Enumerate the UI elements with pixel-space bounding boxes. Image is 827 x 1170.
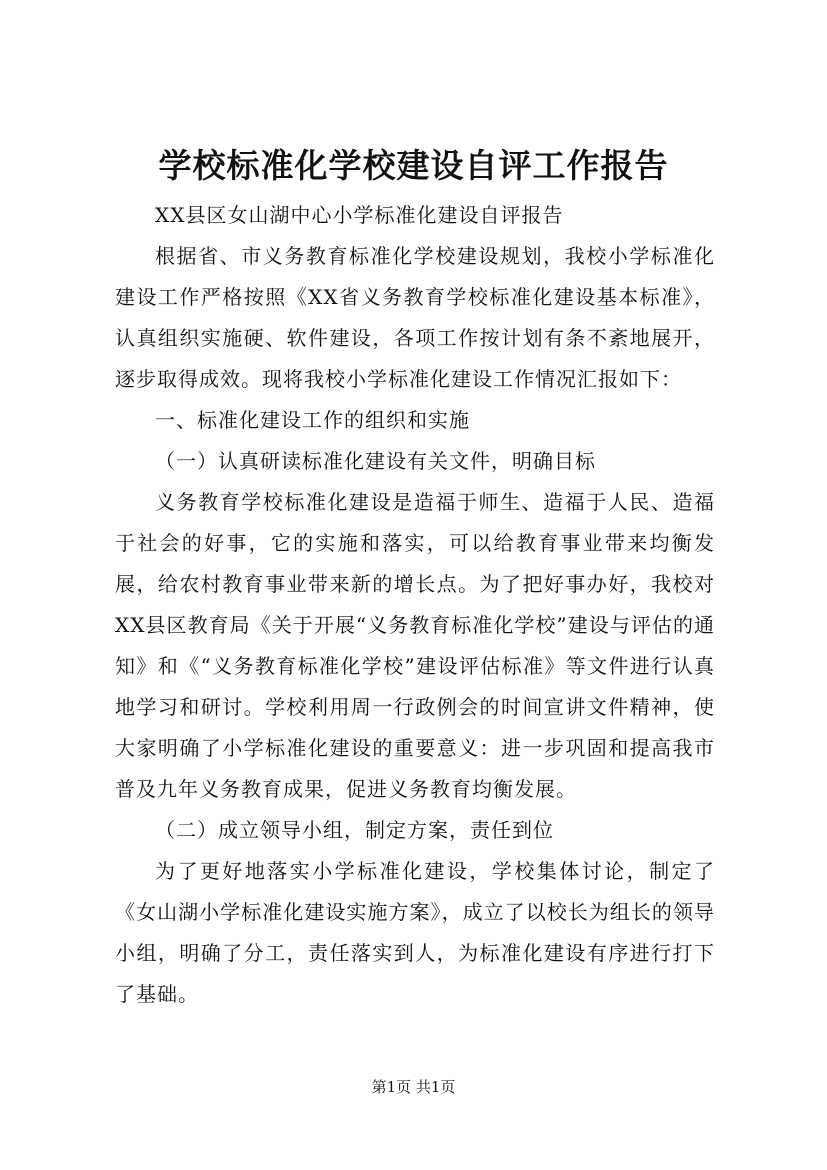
subsection-heading-2: （二）成立领导小组，制定方案，责任到位 (155, 818, 554, 842)
document-title: 学校标准化学校建设自评工作报告 (158, 146, 669, 185)
document-body (115, 195, 715, 1015)
section-heading-1: 一、标准化建设工作的组织和实施 (155, 408, 470, 432)
paragraph-body-1: 义务教育学校标准化建设是造福于师生、造福于人民、造福于社会的好事，它的实施和落实，可以给教育事业带来均衡发展，给农村教育事业带来新的增长点。为了把好事办好，我校对XX县区教育局《关于开展“义务教育标准化学校”建设与评估的通知》和《“义务教育标准化学校”建设评估标准》等文件进行认真地学习和研讨。学校利用周一行政例会的时间宣讲文件精神，使大家明确了小学标准化建设的重要意义：进一步巩固和提高我市普及九年义务教育成果，促进义务教育均衡发展。 (115, 490, 715, 801)
subsection-heading-1: （一）认真研读标准化建设有关文件，明确目标 (155, 449, 596, 473)
page-footer: 第1页 共1页 (371, 1078, 456, 1096)
paragraph-intro: 根据省、市义务教育标准化学校建设规划，我校小学标准化建设工作严格按照《XX省义务教育学校标准化建设基本标准》，认真组织实施硬、软件建设，各项工作按计划有条不紊地展开，逐步取得成效。现将我校小学标准化建设工作情况汇报如下： (115, 244, 715, 391)
paragraph-body-2: 为了更好地落实小学标准化建设，学校集体讨论，制定了《女山湖小学标准化建设实施方案》，成立了以校长为组长的领导小组，明确了分工，责任落实到人，为标准化建设有序进行打下了基础。 (115, 859, 715, 1006)
paragraph-subtitle: XX县区女山湖中心小学标准化建设自评报告 (155, 203, 564, 227)
